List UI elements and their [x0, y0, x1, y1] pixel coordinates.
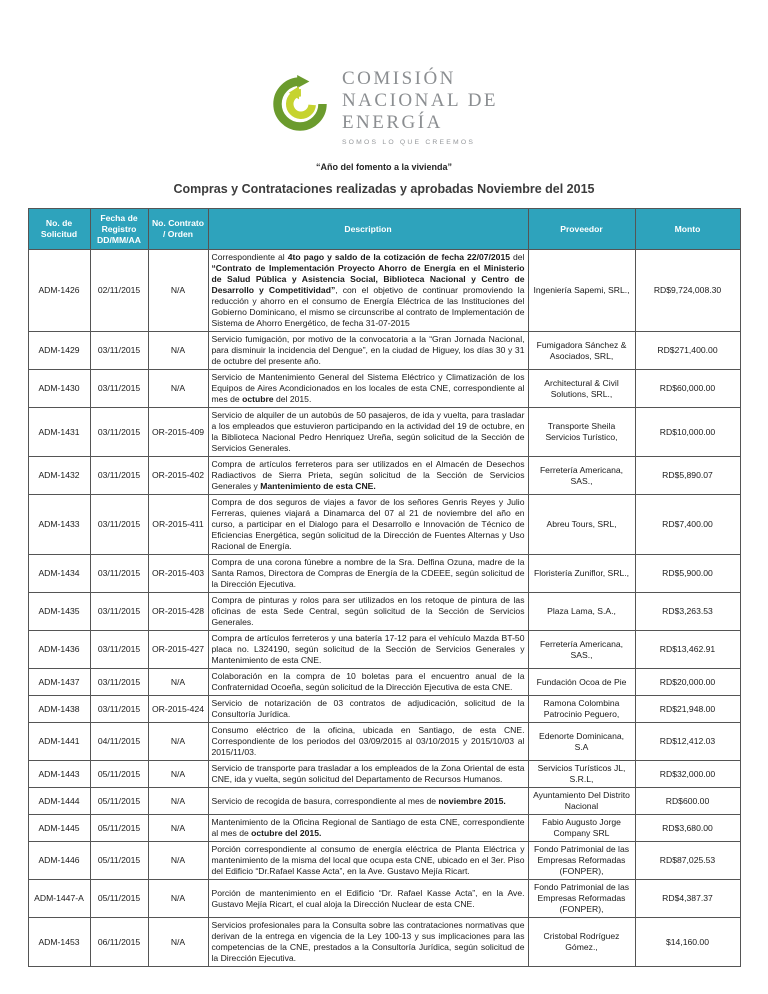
cell-fecha: 06/11/2015	[90, 918, 148, 967]
cell-proveedor: Fondo Patrimonial de las Empresas Reformadas (FONPER),	[528, 842, 635, 880]
col-header-fecha: Fecha de Registro DD/MM/AA	[90, 209, 148, 250]
table-row	[28, 457, 740, 495]
col-header-solicitud: No. de Solicitud	[28, 209, 90, 250]
table-row	[28, 696, 740, 723]
cell-proveedor: Servicios Turísticos JL, S.R.L,	[528, 761, 635, 788]
cell-solicitud: ADM-1438	[28, 696, 90, 723]
cell-proveedor: Fondo Patrimonial de las Empresas Reformadas (FONPER),	[528, 880, 635, 918]
cell-monto: RD$600.00	[635, 788, 740, 815]
cell-solicitud: ADM-1433	[28, 495, 90, 555]
cell-solicitud: ADM-1447-A	[28, 880, 90, 918]
cell-contrato: N/A	[148, 332, 208, 370]
cell-fecha: 03/11/2015	[90, 408, 148, 457]
cell-monto: RD$13,462.91	[635, 631, 740, 669]
logo-wordmark-line: ENERGÍA	[341, 112, 443, 134]
cne-logo-text	[342, 68, 498, 146]
cell-solicitud: ADM-1434	[28, 555, 90, 593]
cell-contrato: N/A	[148, 815, 208, 842]
cell-fecha: 03/11/2015	[90, 555, 148, 593]
table-row	[28, 918, 740, 967]
cell-monto: RD$21,948.00	[635, 696, 740, 723]
cell-solicitud: ADM-1435	[28, 593, 90, 631]
table-row	[28, 631, 740, 669]
cell-proveedor: Floristería Zuniflor, SRL.,	[528, 555, 635, 593]
cell-contrato: N/A	[148, 669, 208, 696]
table-row	[28, 332, 740, 370]
cell-proveedor: Edenorte Dominicana, S.A	[528, 723, 635, 761]
table-row	[28, 880, 740, 918]
cell-solicitud: ADM-1431	[28, 408, 90, 457]
year-motto: “Año del fomento a la vivienda”	[315, 162, 453, 173]
cell-solicitud: ADM-1441	[28, 723, 90, 761]
table-row	[28, 815, 740, 842]
table-row	[28, 842, 740, 880]
cell-proveedor: Ferretería Americana, SAS.,	[528, 631, 635, 669]
cell-descripcion: Servicio de alquiler de un autobús de 50 pasajeros, de ida y vuelta, para trasladar a los empleados que estuvieron participando en la actividad del 19 de octubre, en la Biblioteca Nacional Pedro Henriquez Ureña, según solicitud de la Sección de Servicios Generales.	[208, 408, 528, 457]
cell-fecha: 03/11/2015	[90, 370, 148, 408]
cell-monto: RD$5,890.07	[635, 457, 740, 495]
col-header-proveedor: Proveedor	[528, 209, 635, 250]
cell-contrato: N/A	[148, 880, 208, 918]
cell-solicitud: ADM-1437	[28, 669, 90, 696]
cell-fecha: 03/11/2015	[90, 495, 148, 555]
cell-fecha: 03/11/2015	[90, 669, 148, 696]
cell-fecha: 03/11/2015	[90, 593, 148, 631]
col-header-descripcion: Description	[208, 209, 528, 250]
cell-descripcion: Servicios profesionales para la Consulta sobre las contrataciones normativas que derivan de la entrega en vigencia de la Ley 100-13 y sus implicaciones para las competencias de la CNE, prestados a la Consultoría Jurídica, según solicitud de la Dirección Ejecutiva.	[208, 918, 528, 967]
cell-descripcion: Compra de dos seguros de viajes a favor de los señores Genris Reyes y Julio Ferreras, quienes viajará a Dinamarca del 07 al 21 de noviembre del año en curso, a participar en el Dialogo para el Desarrollo e Innovación de Técnico de Eficiencias Energética, según solicitud de la Dirección de Fuentes Alternas y Uso Racional de Energía.	[208, 495, 528, 555]
cell-fecha: 03/11/2015	[90, 457, 148, 495]
cell-monto: RD$60,000.00	[635, 370, 740, 408]
cne-logo-icon	[270, 74, 330, 134]
cell-contrato: OR-2015-428	[148, 593, 208, 631]
cell-descripcion: Correspondiente al 4to pago y saldo de la cotización de fecha 22/07/2015 del “Contrato de Implementación Proyecto Ahorro de Energía en el Ministerio de Salud Pública y Asistencia Social, Biblioteca Nacional y Centro de Desarrollo y Competitividad”, con el objetivo de continuar promoviendo la reducción y ahorro en el consumo de Energía Eléctrica de las Instituciones del Gobierno Dominicano, el mismo se circunscribe al contrato de Implementación de Sistema de Ahorro Energético, de fecha 31-07-2015	[208, 250, 528, 332]
cell-descripcion: Porción correspondiente al consumo de energía eléctrica de Planta Eléctrica y mantenimiento de la misma del local que ocupa esta CNE, ubicado en el 3er. Piso del Edificio “Dr.Rafael Kasse Acta”, en la Ave. Gustavo Mejía Ricart.	[208, 842, 528, 880]
cell-descripcion: Servicio de transporte para trasladar a los empleados de la Zona Oriental de esta CNE, ida y vuelta, según solicitud del Departamento de Recursos Humanos.	[208, 761, 528, 788]
header-row	[28, 209, 740, 250]
page-title: Compras y Contrataciones realizadas y aprobadas Noviembre del 2015	[173, 182, 595, 197]
purchases-table	[28, 208, 741, 967]
cell-monto: RD$12,412.03	[635, 723, 740, 761]
col-header-monto: Monto	[635, 209, 740, 250]
cell-monto: RD$10,000.00	[635, 408, 740, 457]
cell-fecha: 03/11/2015	[90, 631, 148, 669]
cell-monto: RD$20,000.00	[635, 669, 740, 696]
cell-solicitud: ADM-1445	[28, 815, 90, 842]
cell-proveedor: Ramona Colombina Patrocinio Peguero,	[528, 696, 635, 723]
cell-contrato: N/A	[148, 370, 208, 408]
table-row	[28, 593, 740, 631]
cell-solicitud: ADM-1453	[28, 918, 90, 967]
cell-monto: RD$3,263.53	[635, 593, 740, 631]
table-row	[28, 555, 740, 593]
col-header-contrato: No. Contrato / Orden	[148, 209, 208, 250]
cell-descripcion: Compra de artículos ferreteros para ser utilizados en el Almacén de Desechos Radiactivos de Sierra Prieta, según solicitud de la Sección de Servicios Generales y Mantenimiento de esta CNE.	[208, 457, 528, 495]
cell-monto: RD$3,680.00	[635, 815, 740, 842]
cell-solicitud: ADM-1443	[28, 761, 90, 788]
cell-contrato: OR-2015-427	[148, 631, 208, 669]
cell-solicitud: ADM-1446	[28, 842, 90, 880]
cell-monto: RD$5,900.00	[635, 555, 740, 593]
cell-contrato: N/A	[148, 918, 208, 967]
cell-proveedor: Ferretería Americana, SAS.,	[528, 457, 635, 495]
cell-solicitud: ADM-1426	[28, 250, 90, 332]
cell-proveedor: Fundación Ocoa de Pie	[528, 669, 635, 696]
cell-fecha: 02/11/2015	[90, 250, 148, 332]
cell-fecha: 05/11/2015	[90, 842, 148, 880]
cell-descripcion: Compra de artículos ferreteros y una batería 17-12 para el vehículo Mazda BT-50 placa no. L324190, según solicitud de la Sección de Servicios Generales y Mantenimiento de esta CNE.	[208, 631, 528, 669]
cell-proveedor: Transporte Sheila Servicios Turístico,	[528, 408, 635, 457]
table-row	[28, 370, 740, 408]
logo-tagline: SOMOS LO QUE CREEMOS	[341, 139, 476, 147]
table-row	[28, 723, 740, 761]
cell-contrato: N/A	[148, 842, 208, 880]
cell-monto: $14,160.00	[635, 918, 740, 967]
cell-fecha: 05/11/2015	[90, 880, 148, 918]
cell-monto: RD$7,400.00	[635, 495, 740, 555]
cell-solicitud: ADM-1432	[28, 457, 90, 495]
cell-contrato: OR-2015-409	[148, 408, 208, 457]
cell-fecha: 03/11/2015	[90, 696, 148, 723]
cell-solicitud: ADM-1430	[28, 370, 90, 408]
cell-descripcion: Servicio de Mantenimiento General del Sistema Eléctrico y Climatización de los Equipos de Aires Acondicionados en los locales de esta CNE, correspondiente al mes de octubre del 2015.	[208, 370, 528, 408]
table-row	[28, 761, 740, 788]
cell-proveedor: Architectural & Civil Solutions, SRL.,	[528, 370, 635, 408]
cell-monto: RD$32,000.00	[635, 761, 740, 788]
cell-fecha: 03/11/2015	[90, 332, 148, 370]
cell-contrato: OR-2015-424	[148, 696, 208, 723]
cell-contrato: N/A	[148, 788, 208, 815]
cell-solicitud: ADM-1436	[28, 631, 90, 669]
cell-proveedor: Ayuntamiento Del Distrito Nacional	[528, 788, 635, 815]
logo-wordmark-line: COMISIÓN	[341, 68, 456, 89]
logo-wordmark-line: NACIONAL DE	[341, 90, 499, 112]
cell-contrato: N/A	[148, 250, 208, 332]
cell-fecha: 05/11/2015	[90, 761, 148, 788]
cell-solicitud: ADM-1429	[28, 332, 90, 370]
purchases-table-head	[28, 209, 740, 250]
table-row	[28, 250, 740, 332]
cell-descripcion: Compra de pinturas y rolos para ser utilizados en los retoque de pintura de las oficinas de esta Sede Central, según solicitud de la Sección de Servicios Generales.	[208, 593, 528, 631]
table-row	[28, 669, 740, 696]
cell-contrato: OR-2015-411	[148, 495, 208, 555]
cell-fecha: 04/11/2015	[90, 723, 148, 761]
cell-fecha: 05/11/2015	[90, 788, 148, 815]
cell-descripcion: Servicio de notarización de 03 contratos de adjudicación, solicitud de la Consultoría Jurídica.	[208, 696, 528, 723]
cell-descripcion: Colaboración en la compra de 10 boletas para el encuentro anual de la Confraternidad Ocoeña, según solicitud de la Dirección Ejecutiva de esta CNE.	[208, 669, 528, 696]
purchases-table-body	[28, 250, 740, 967]
table-row	[28, 495, 740, 555]
cell-monto: RD$87,025.53	[635, 842, 740, 880]
cell-contrato: OR-2015-403	[148, 555, 208, 593]
cell-descripcion: Mantenimiento de la Oficina Regional de Santiago de esta CNE, correspondiente al mes de octubre del 2015.	[208, 815, 528, 842]
cell-descripcion: Servicio de recogida de basura, correspondiente al mes de noviembre 2015.	[208, 788, 528, 815]
cell-descripcion: Porción de mantenimiento en el Edificio “Dr. Rafael Kasse Acta”, en la Ave. Gustavo Mejía Ricart, el cual aloja la Dirección Nuclear de esta CNE.	[208, 880, 528, 918]
cell-proveedor: Abreu Tours, SRL,	[528, 495, 635, 555]
cell-contrato: OR-2015-402	[148, 457, 208, 495]
table-row	[28, 408, 740, 457]
cell-solicitud: ADM-1444	[28, 788, 90, 815]
cne-logo	[0, 68, 768, 146]
cell-contrato: N/A	[148, 723, 208, 761]
cell-fecha: 05/11/2015	[90, 815, 148, 842]
table-row	[28, 788, 740, 815]
cell-descripcion: Servicio fumigación, por motivo de la convocatoria a la “Gran Jornada Nacional, para disminuir la incidencia del Dengue”, en la ciudad de Higuey, los días 30 y 31 de octubre del presente año.	[208, 332, 528, 370]
cell-proveedor: Fumigadora Sánchez & Asociados, SRL,	[528, 332, 635, 370]
cell-descripcion: Compra de una corona fúnebre a nombre de la Sra. Delfina Ozuna, madre de la Santa Ramos, Directora de Compras de Energía de la CDEEE, según solicitud de la Dirección Ejecutiva.	[208, 555, 528, 593]
cell-monto: RD$4,387.37	[635, 880, 740, 918]
cell-monto: RD$271,400.00	[635, 332, 740, 370]
cell-monto: RD$9,724,008.30	[635, 250, 740, 332]
cell-proveedor: Ingeniería Sapemi, SRL.,	[528, 250, 635, 332]
cell-descripcion: Consumo eléctrico de la oficina, ubicada en Santiago, de esta CNE. Correspondiente de los periodos del 03/09/2015 al 03/10/2015 y 2015/10/03 al 2015/11/03.	[208, 723, 528, 761]
cell-proveedor: Fabio Augusto Jorge Company SRL	[528, 815, 635, 842]
cell-proveedor: Plaza Lama, S.A.,	[528, 593, 635, 631]
cell-proveedor: Cristobal Rodríguez Gómez.,	[528, 918, 635, 967]
cell-contrato: N/A	[148, 761, 208, 788]
